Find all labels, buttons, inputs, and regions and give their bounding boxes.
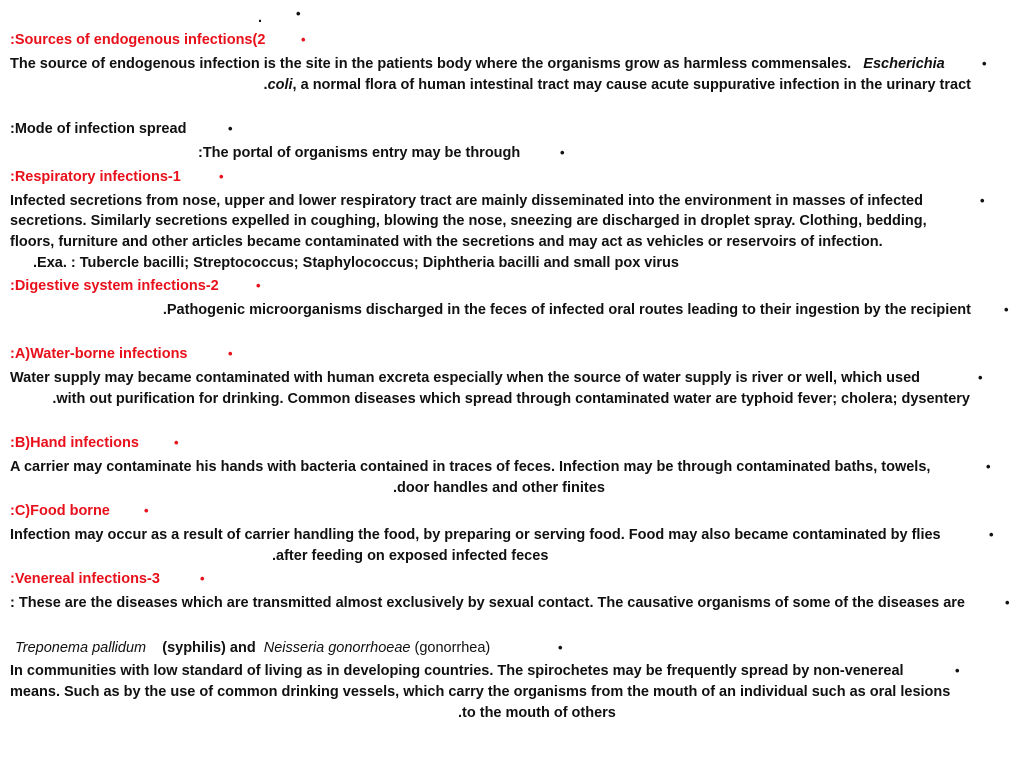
food-line-2: .after feeding on exposed infected feces (272, 548, 549, 564)
bullet-icon: • (982, 56, 987, 71)
community-line-1: In communities with low standard of living as in developing countries. The spirochetes may be frequently spread by non-venereal (10, 663, 904, 679)
organisms-line (15, 638, 490, 658)
venereal-text: : These are the diseases which are transmitted almost exclusively by sexual contact. The causative organisms of some of the diseases are (10, 595, 965, 611)
disease-2: (gonorrhea) (414, 640, 491, 656)
organism-1: Treponema pallidum (15, 640, 147, 656)
bullet-icon: • (955, 663, 960, 678)
hand-line-1: A carrier may contaminate his hands with bacteria contained in traces of feces. Infection may be through contaminated baths, towels, (10, 459, 931, 475)
species-name: coli (267, 77, 293, 93)
heading-sources: :Sources of endogenous infections(2 (10, 32, 266, 48)
portal-text: :The portal of organisms entry may be through (198, 145, 521, 161)
bullet-icon: • (1004, 302, 1009, 317)
bullet-icon: • (560, 145, 565, 160)
bullet-icon: • (296, 6, 301, 21)
top-dot: . (258, 10, 263, 26)
bullet-icon: • (989, 527, 994, 542)
respiratory-line-3: floors, furniture and other articles became contaminated with the secretions and may act as vehicles or reservoirs of infection. (10, 234, 883, 250)
bullet-icon: • (986, 459, 991, 474)
heading-mode: :Mode of infection spread (10, 121, 187, 137)
hand-line-2: .door handles and other finites (393, 480, 605, 496)
line-prefix: . (263, 77, 268, 93)
bullet-icon: • (301, 32, 306, 47)
heading-respiratory: :Respiratory infections-1 (10, 169, 181, 185)
respiratory-line-2: secretions. Similarly secretions expelled in coughing, blowing the nose, sneezing are discharged in droplet spray. Clothing, bedding, (10, 213, 927, 229)
bullet-icon: • (256, 278, 261, 293)
bullet-icon: • (174, 435, 179, 450)
source-text: The source of endogenous infection is the site in the patients body where the organisms grow as harmless commensales. (10, 56, 852, 72)
heading-venereal: :Venereal infections-3 (10, 571, 160, 587)
food-line-1: Infection may occur as a result of carrier handling the food, by preparing or serving food. Food may also became contaminated by flies (10, 527, 941, 543)
heading-hand: :B)Hand infections (10, 435, 139, 451)
bullet-icon: • (1005, 595, 1010, 610)
bullet-icon: • (228, 346, 233, 361)
heading-digestive: :Digestive system infections-2 (10, 278, 219, 294)
community-line-2: means. Such as by the use of common drinking vessels, which carry the organisms from the mouth of an individual such as oral lesions (10, 684, 951, 700)
organism-2: Neisseria gonorrhoeae (263, 640, 411, 656)
bullet-icon: • (200, 571, 205, 586)
digestive-text: .Pathogenic microorganisms discharged in the feces of infected oral routes leading to their ingestion by the recipient (162, 302, 971, 318)
respiratory-line-4: .Exa. : Tubercle bacilli; Streptococcus; Staphylococcus; Diphtheria bacilli and small pox virus (33, 255, 679, 271)
water-line-2: .with out purification for drinking. Common diseases which spread through contaminated water are typhoid fever; cholera; dysentery (52, 391, 970, 407)
water-line-1: Water supply may became contaminated with human excreta especially when the source of water supply is river or well, which used (10, 370, 921, 386)
heading-food: :C)Food borne (10, 503, 110, 519)
respiratory-line-1: Infected secretions from nose, upper and lower respiratory tract are mainly disseminated into the environment in masses of infected (10, 193, 923, 209)
source-text-2: , a normal flora of human intestinal tract may cause acute suppurative infection in the urinary tract (292, 77, 971, 93)
bullet-icon: • (978, 370, 983, 385)
bullet-icon: • (144, 503, 149, 518)
source-paragraph-line-2 (264, 75, 971, 95)
bullet-icon: • (980, 193, 985, 208)
heading-water-borne: :A)Water-borne infections (10, 346, 188, 362)
source-paragraph-line-1 (10, 54, 945, 74)
community-line-3: .to the mouth of others (458, 705, 616, 721)
bullet-icon: • (219, 169, 224, 184)
species-name: Escherichia (863, 56, 945, 72)
disease-1: (syphilis) and (162, 640, 256, 656)
bullet-icon: • (558, 640, 563, 655)
bullet-icon: • (228, 121, 233, 136)
